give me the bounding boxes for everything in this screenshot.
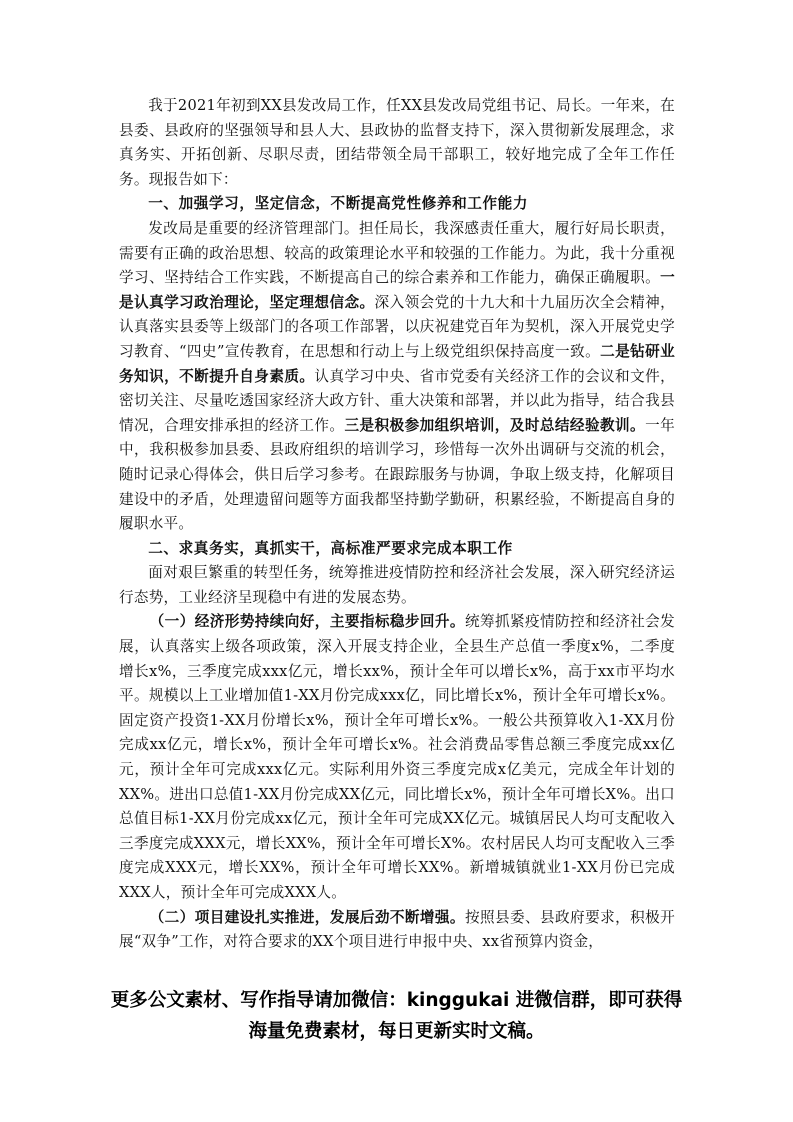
promo-footer <box>90 985 703 1047</box>
section-1-text-3: 认真学习中央、省市党委有关经济工作的会议和文件，密切关注、尽量吃透国家经济大政方针、重大决策和部署，并以此为指导，结合我县情况，合理安排承担的经济工作。 <box>119 367 675 434</box>
section-1-point-3: 三是积极参加组织培训，及时总结经验教训。 <box>344 416 646 434</box>
section-1-paragraph <box>119 217 675 537</box>
subsection-2-paragraph <box>119 906 675 955</box>
section-1-text-1: 发改局是重要的经济管理部门。担任局长，我深感责任重大，履行好局长职责，需要有正确的政治思想、较高的政策理论水平和较强的工作能力。为此，我十分重视学习、坚持结合工作实践，不断提高自己的综合素养和工作能力，确保正确履职。 <box>119 219 675 287</box>
subsection-1-paragraph <box>119 610 675 905</box>
section-1-point-1: 一是认真学习政治理论，坚定理想信念。 <box>119 269 675 311</box>
section-2-heading: 二、求真务实，真抓实干，高标准严要求完成本职工作 <box>148 539 513 557</box>
promo-line-1: 更多公文素材、写作指导请加微信：kinggukai 进微信群，即可获得 <box>110 990 683 1011</box>
section-1-text-2: 深入领会党的十九大和十九届历次全会精神，认真落实县委等上级部门的各项工作部署，以庆祝建党百年为契机，深入开展党史学习教育、“四史”宣传教育，在思想和行动上与上级党组织保持高度一致。 <box>119 293 675 360</box>
section-1-text-4: 一年中，我积极参加县委、县政府组织的培训学习，珍惜每一次外出调研与交流的机会，随时记录心得体会，供日后学习参考。在跟踪服务与协调，争取上级支持，化解项目建设中的矛盾，处理遗留问题等方面我都坚持勤学勤研，积累经验，不断提高自身的履职水平。 <box>119 416 675 533</box>
section-1-point-2: 二是钻研业务知识，不断提升自身素质。 <box>119 342 675 385</box>
intro-paragraph: 我于2021年初到XX县发改局工作，任XX县发改局党组书记、局长。一年来，在县委、县政府的坚强领导和县人大、县政协的监督支持下，深入贯彻新发展理念，求真务实、开拓创新、尽职尽责，团结带领全局干部职工，较好地完成了全年工作任务。现报告如下： <box>119 97 675 188</box>
subsection-1-title: （一）经济形势持续向好，主要指标稳步回升。 <box>149 613 465 631</box>
section-1-heading: 一、加强学习，坚定信念，不断提高党性修养和工作能力 <box>148 195 529 213</box>
section-2-intro: 面对艰巨繁重的转型任务，统筹推进疫情防控和经济社会发展，深入研究经济运行态势，工业经济呈现稳中有进的发展态势。 <box>119 564 675 606</box>
promo-line-2: 海量免费素材，每日更新实时文稿。 <box>248 1021 545 1042</box>
document-body <box>119 94 675 955</box>
subsection-2-title: （二）项目建设扎实推进，发展后劲不断增强。 <box>149 908 465 926</box>
subsection-2-text: 按照县委、县政府要求，积极开展“双争”工作，对符合要求的XX个项目进行申报中央、xx省预算内资金， <box>119 908 675 951</box>
subsection-1-text: 统筹抓紧疫情防控和经济社会发展，认真落实上级各项政策，深入开展支持企业，全县生产总值一季度x%，二季度增长x%，三季度完成xxx亿元，增长xx%，预计全年可以增长x%，高于xx市平均水平。规模以上工业增加值1-XX月份完成xxx亿，同比增长x%，预计全年可增长x%。固定资产投资1-XX月份增长x%，预计全年可增长x%。一般公共预算收入1-XX月份完成xx亿元，增长x%，预计全年可增长x%。社会消费品零售总额三季度完成xx亿元，预计全年可完成xxx亿元。实际利用外资三季度完成x亿美元，完成全年计划的XX%。进出口总值1-XX月份完成XX亿元，同比增长x%，预计全年可增长X%。出口总值目标1-XX月份完成xx亿元，预计全年可完成XX亿元。城镇居民人均可支配收入三季度完成XXX元，增长XX%，预计全年可增长X%。农村居民人均可支配收入三季度完成XXX元，增长XX%，预计全年可增长XX%。新增城镇就业1-XX月份已完成XXX人，预计全年可完成XXX人。 <box>119 613 675 901</box>
